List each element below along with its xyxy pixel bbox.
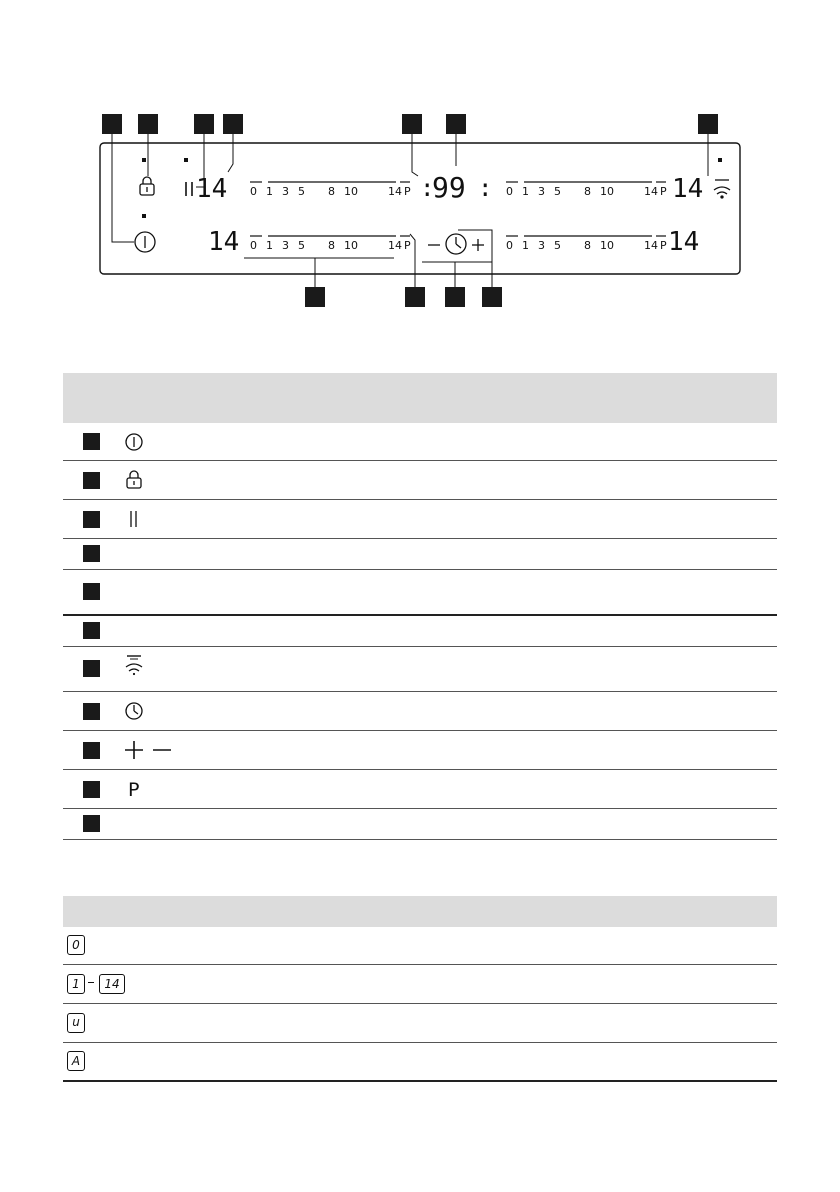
table-row bbox=[63, 731, 777, 770]
controls-table bbox=[63, 373, 777, 840]
scale-label: P bbox=[660, 239, 667, 252]
scale-label: 3 bbox=[538, 185, 545, 198]
scale-label: 10 bbox=[344, 185, 358, 198]
zone-display-top-left: 14 bbox=[196, 174, 228, 204]
display-u-icon: u bbox=[67, 1013, 85, 1033]
table-row bbox=[63, 539, 777, 570]
range-dash bbox=[88, 982, 94, 983]
display-1-icon: 1 bbox=[67, 974, 85, 994]
row-marker bbox=[83, 703, 100, 720]
scale-label: 5 bbox=[298, 185, 305, 198]
scale-label: 14 bbox=[388, 185, 402, 198]
scale-label: 1 bbox=[266, 185, 273, 198]
row-marker bbox=[83, 742, 100, 759]
timer-colon-left: : bbox=[420, 174, 435, 202]
scale-label: 3 bbox=[282, 239, 289, 252]
panel-pause-icon bbox=[186, 182, 192, 196]
zone-display-bottom-right: 14 bbox=[668, 227, 700, 257]
table-row bbox=[63, 570, 777, 616]
table-row bbox=[63, 647, 777, 692]
callout-markers-top bbox=[102, 114, 718, 134]
table-row bbox=[63, 616, 777, 647]
table-row bbox=[63, 1004, 777, 1043]
table-row bbox=[63, 927, 777, 965]
power-function-icon bbox=[123, 778, 145, 800]
scale-label: 5 bbox=[554, 239, 561, 252]
row-marker bbox=[83, 433, 100, 450]
table-row bbox=[63, 809, 777, 840]
row-marker bbox=[83, 781, 100, 798]
scale-label: P bbox=[404, 239, 411, 252]
plus-minus-icon bbox=[123, 739, 175, 761]
display-0-icon: 0 bbox=[67, 935, 85, 955]
timer-icon bbox=[123, 700, 145, 722]
scale-label: 3 bbox=[538, 239, 545, 252]
hob2hood-icon bbox=[123, 653, 145, 677]
panel-timer-controls bbox=[428, 234, 484, 254]
scale-label: 14 bbox=[644, 185, 658, 198]
scale-label: 8 bbox=[584, 185, 591, 198]
scale-label: 5 bbox=[554, 185, 561, 198]
power-icon bbox=[123, 431, 145, 453]
controls-table-header bbox=[63, 373, 777, 423]
table-row bbox=[63, 461, 777, 500]
timer-display: 99 bbox=[432, 171, 466, 204]
table-row bbox=[63, 1043, 777, 1082]
display-a-icon: A bbox=[67, 1051, 85, 1071]
row-marker bbox=[83, 511, 100, 528]
row-marker bbox=[83, 472, 100, 489]
scale-label: P bbox=[404, 185, 411, 198]
row-marker bbox=[83, 622, 100, 639]
row-marker bbox=[83, 815, 100, 832]
zone-display-top-right: 14 bbox=[672, 174, 704, 204]
panel-lock-icon bbox=[140, 177, 154, 195]
scale-label: P bbox=[660, 185, 667, 198]
table-row bbox=[63, 965, 777, 1004]
display-table-header bbox=[63, 896, 777, 927]
svg-text:P: P bbox=[128, 779, 140, 800]
leader-lines bbox=[112, 134, 708, 287]
scale-label: 1 bbox=[522, 239, 529, 252]
table-row bbox=[63, 770, 777, 809]
scale-label: 0 bbox=[506, 239, 513, 252]
scale-label: 10 bbox=[600, 239, 614, 252]
panel-outline bbox=[100, 143, 740, 274]
pause-icon bbox=[123, 508, 145, 530]
display-14-icon: 14 bbox=[99, 974, 125, 994]
timer-colon-right: : bbox=[478, 174, 493, 202]
scale-label: 8 bbox=[584, 239, 591, 252]
row-marker bbox=[83, 545, 100, 562]
scale-label: 1 bbox=[522, 185, 529, 198]
scale-label: 0 bbox=[506, 185, 513, 198]
row-marker bbox=[83, 583, 100, 600]
control-panel-diagram bbox=[0, 0, 840, 340]
scale-label: 0 bbox=[250, 239, 257, 252]
scale-label: 10 bbox=[600, 185, 614, 198]
panel-hob2hood-icon bbox=[714, 180, 730, 198]
scale-label: 3 bbox=[282, 185, 289, 198]
lock-icon bbox=[123, 469, 145, 491]
scale-label: 14 bbox=[388, 239, 402, 252]
panel-power-icon bbox=[135, 232, 155, 252]
scale-label: 1 bbox=[266, 239, 273, 252]
callout-markers-bottom bbox=[305, 287, 502, 307]
scale-label: 8 bbox=[328, 239, 335, 252]
zone-display-bottom-left: 14 bbox=[208, 227, 240, 257]
display-table bbox=[63, 896, 777, 1082]
row-marker bbox=[83, 660, 100, 677]
scale-label: 5 bbox=[298, 239, 305, 252]
scale-label: 0 bbox=[250, 185, 257, 198]
table-row bbox=[63, 500, 777, 539]
scale-label: 14 bbox=[644, 239, 658, 252]
table-row bbox=[63, 692, 777, 731]
scale-label: 8 bbox=[328, 185, 335, 198]
scale-label: 10 bbox=[344, 239, 358, 252]
table-row bbox=[63, 423, 777, 461]
